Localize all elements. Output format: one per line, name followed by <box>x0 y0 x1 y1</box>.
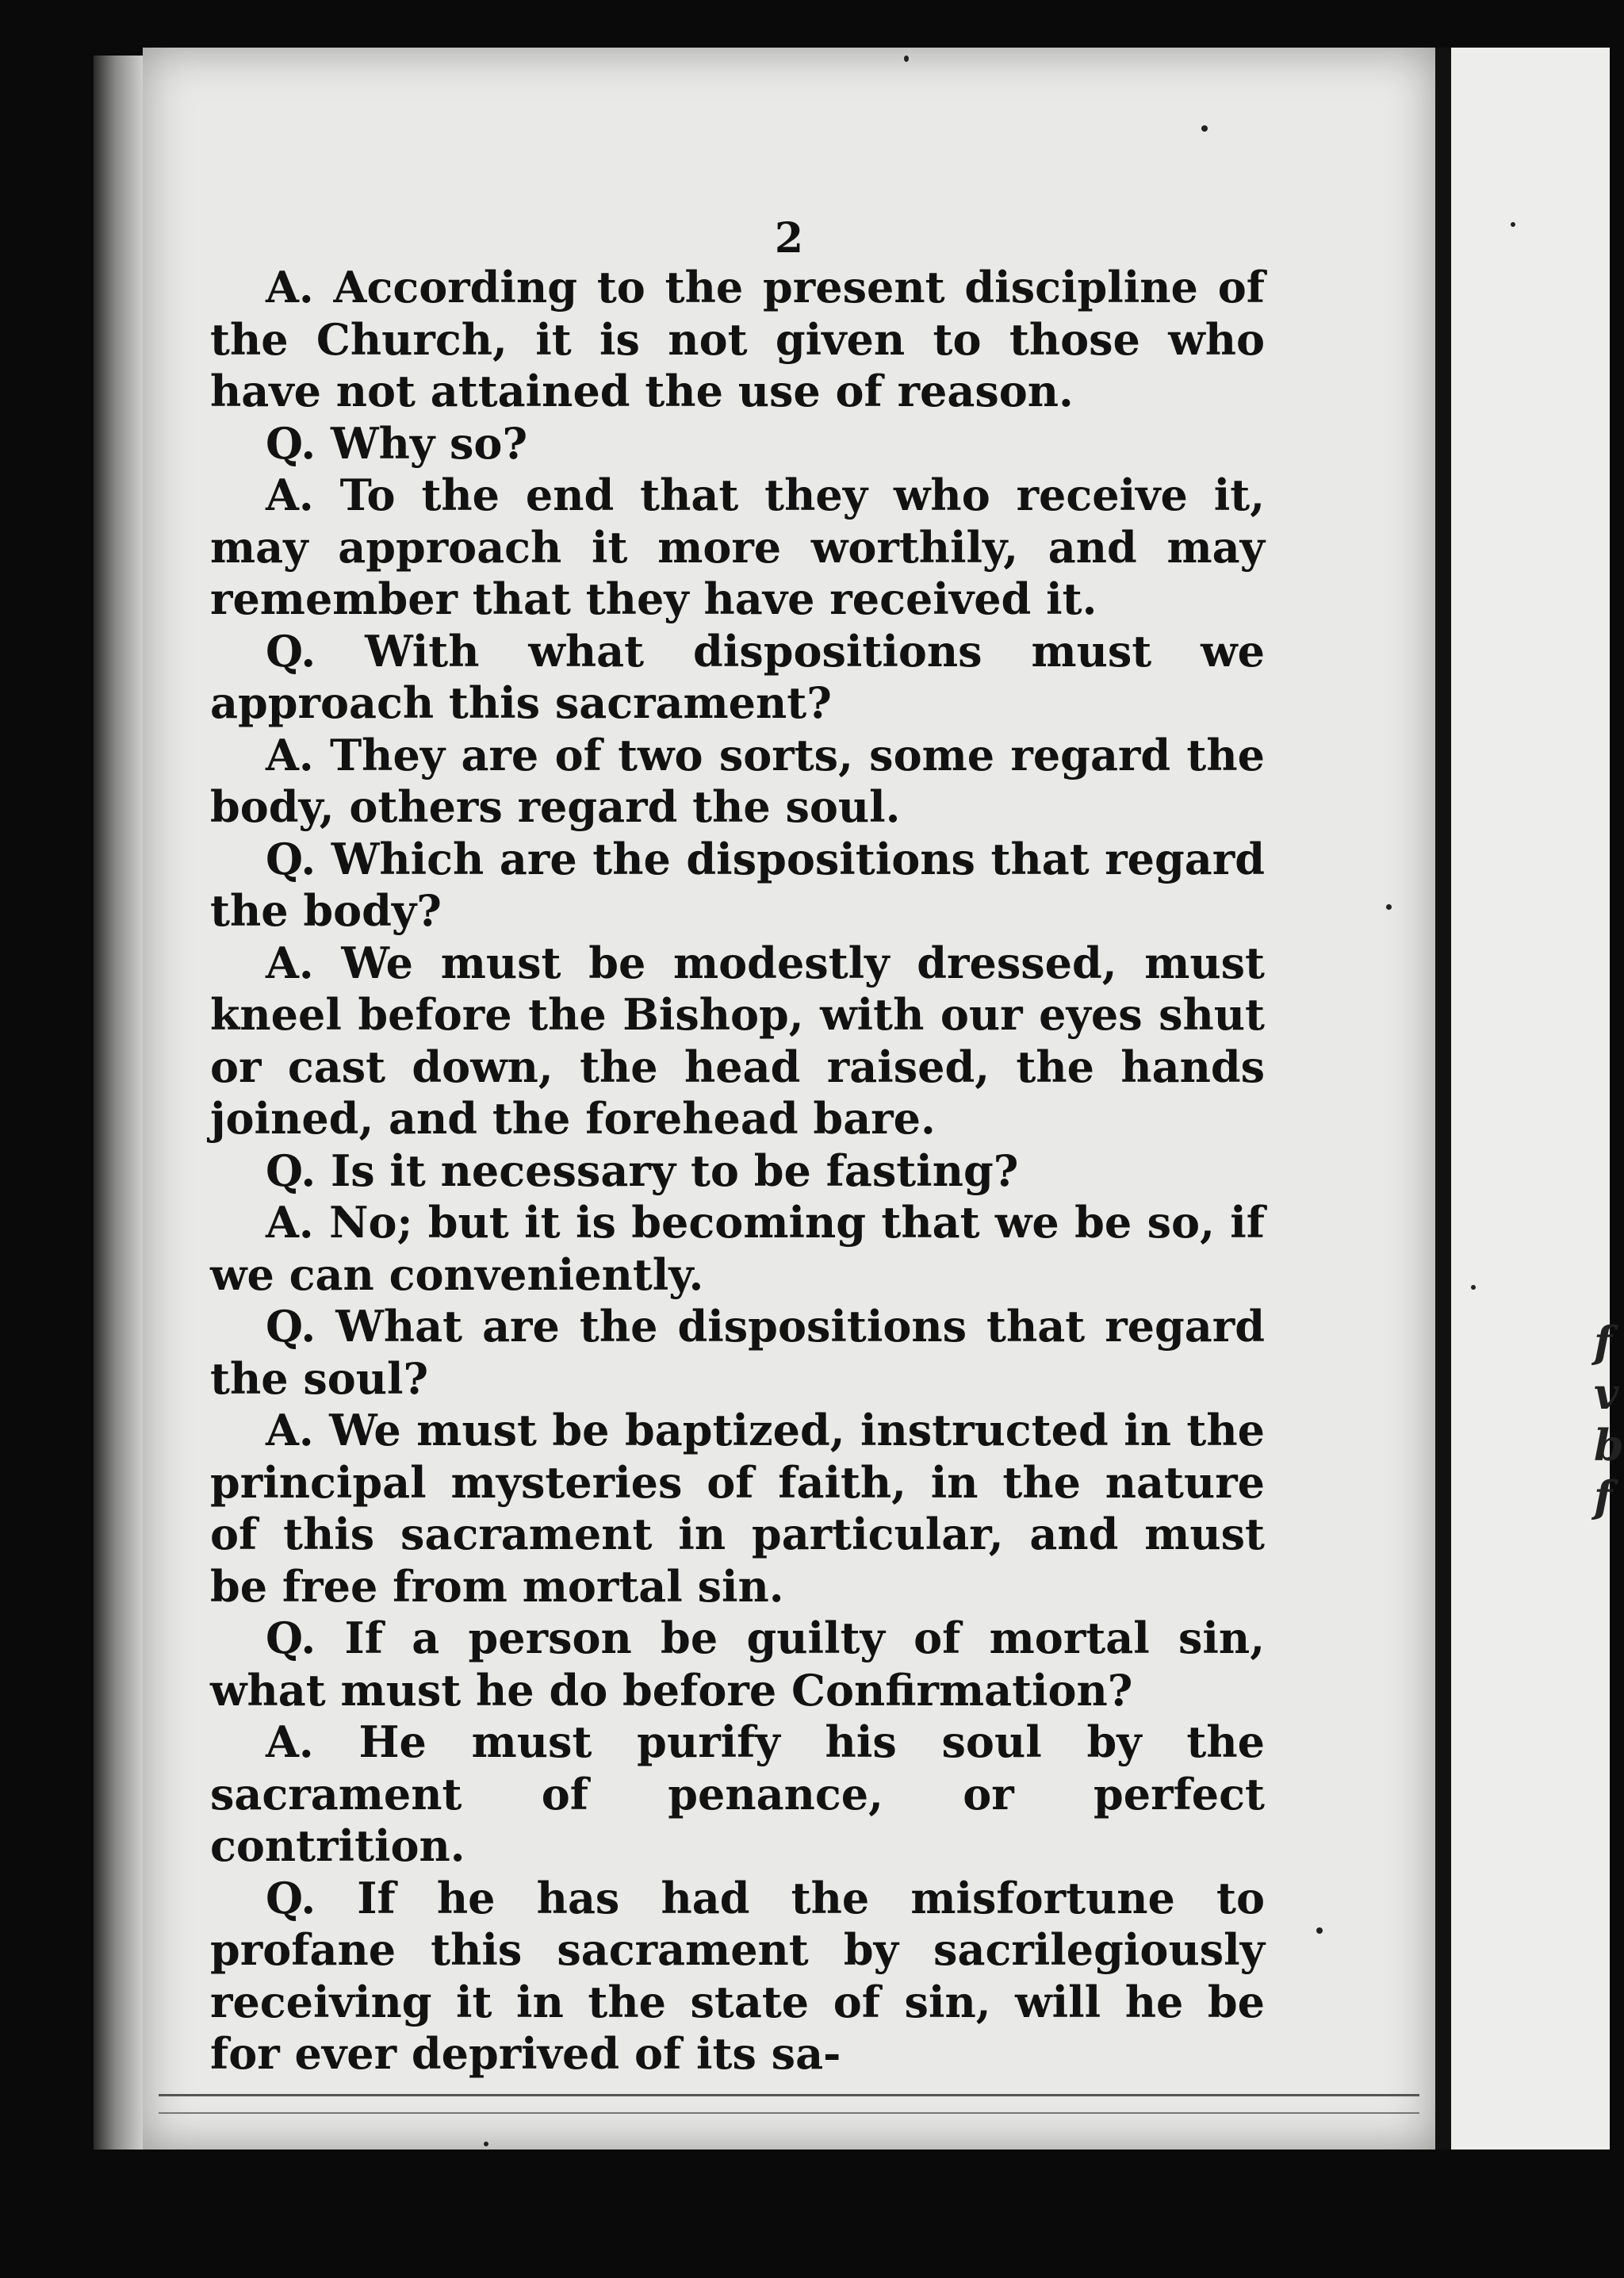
paragraph-answer: A. They are of two sorts, some regard the body, others regard the soul. <box>210 729 1265 832</box>
page-number: 2 <box>774 214 804 263</box>
paragraph-answer: A. We must be modestly dressed, must kneel before the Bishop, with our eyes shut or cast down, the head raised, the hands joined, and the forehead bare. <box>210 937 1265 1144</box>
adjacent-glyph: f <box>1594 1471 1613 1522</box>
paragraph-question: Q. Why so? <box>266 417 528 469</box>
binding-edge <box>94 56 143 2150</box>
paragraph-answer: A. To the end that they who receive it, may approach it more worthily, and may remember that they have received it. <box>210 470 1265 624</box>
paragraph-question: Q. Which are the dispositions that regard the body? <box>210 833 1265 936</box>
paragraph-answer: A. No; but it is becoming that we be so, if we can conveniently. <box>210 1197 1265 1300</box>
catechism-text <box>210 262 1265 2080</box>
paragraph-question: Q. What are the dispositions that regard the soul? <box>210 1301 1265 1404</box>
paragraph-question: Q. If a person be guilty of mortal sin, what must he do before Confirmation? <box>210 1613 1265 1716</box>
paragraph-question: Q. With what dispositions must we approach this sacrament? <box>210 625 1265 728</box>
adjacent-page <box>1451 48 1624 2150</box>
bottom-rule <box>159 2094 1419 2114</box>
adjacent-glyph: f <box>1594 1317 1613 1367</box>
page-gutter <box>1435 48 1451 2150</box>
adjacent-glyph: b <box>1594 1420 1624 1471</box>
adjacent-page-glyphs <box>1594 1317 1624 1523</box>
paragraph-answer: A. According to the present discipline of the Church, it is not given to those who have not attained the use of reason. <box>210 262 1265 416</box>
paragraph-question: Q. Is it necessary to be fasting? <box>266 1145 1019 1196</box>
paragraph-answer: A. We must be baptized, instructed in the principal mysteries of faith, in the nature of this sacrament in particular, and must be free from mortal sin. <box>210 1405 1265 1612</box>
paragraph-question: Q. If he has had the misfortune to profane this sacrament by sacrilegiously receiving it in the state of sin, will he be for ever deprived of its sa- <box>210 1872 1265 2079</box>
paragraph-answer: A. He must purify his soul by the sacrament of penance, or perfect contrition. <box>210 1716 1265 1871</box>
adjacent-glyph: v <box>1594 1368 1619 1419</box>
